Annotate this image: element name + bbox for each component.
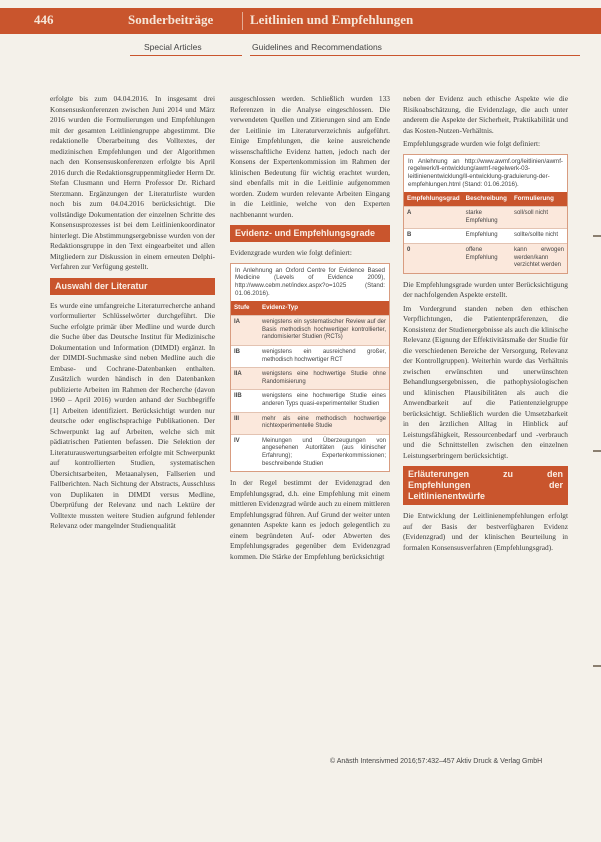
header-divider: [242, 12, 243, 30]
table-header: Stufe: [231, 301, 259, 316]
table-cell: wenigstens eine hochwertige Studie eines anderen Typs quasi-experimenteller Studien: [259, 390, 389, 412]
table-caption: In Anlehnung an http://www.awmf.org/leitlinien/awmf-regelwerk/ll-entwicklung/awmf-regelwerk-03-leitlinienentwicklung/ll-entwicklung-graduierung-der-empfehlungen.html (Stand: 01.06.2016).: [408, 157, 563, 188]
margin-mark: [593, 235, 601, 237]
table-cell: soll/soll nicht: [511, 207, 567, 229]
page-number: 446: [34, 12, 54, 27]
page-header: [0, 8, 601, 34]
subheader-left: Special Articles: [144, 42, 202, 52]
table-cell: IB: [231, 345, 259, 367]
table-row: [404, 229, 567, 244]
heading-literature: Auswahl der Literatur: [50, 278, 215, 295]
table-header: Evidenz-Typ: [259, 301, 389, 316]
text-column-2: [230, 94, 390, 565]
text-column-1: [50, 94, 215, 535]
table-row: [231, 412, 389, 434]
section-title-de-right: Leitlinien und Empfehlungen: [250, 12, 414, 27]
table-row: [404, 243, 567, 272]
table-header: Beschreibung: [463, 192, 511, 207]
paragraph: Empfehlungsgrade wurden wie folgt definiert:: [403, 139, 541, 148]
paragraph: Die Entwicklung der Leitlinienempfehlungen erfolgt auf der Basis der bestverfügbaren Evidenz (Evidenzgrad) und der klinischen Beurteilung in formalen Konsensusverfahren (Empfehlungsgrad).: [403, 511, 568, 552]
table-cell: starke Empfehlung: [463, 207, 511, 229]
table-caption: In Anlehnung an Oxford Centre for Evidence Based Medicine (Levels of Evidence 2009), http://www.cebm.net/index.aspx?o=1025 (Stand: 01.06.2016).: [235, 266, 385, 297]
margin-mark: [593, 665, 601, 667]
table-cell: IIA: [231, 368, 259, 390]
table-cell: IIB: [231, 390, 259, 412]
table-row: [231, 368, 389, 390]
table-cell: sollte/sollte nicht: [511, 229, 567, 244]
paragraph: Die Empfehlungsgrade wurden unter Berücksichtigung der nachfolgenden Aspekte erstellt.: [403, 279, 568, 300]
table-cell: wenigstens ein systematischer Review auf der Basis methodisch hochwertiger kontrollierter, randomisierter Studien (RCTs): [259, 316, 389, 346]
text-column-3: [403, 94, 568, 556]
table-row: [231, 345, 389, 367]
recommendation-table-box: [403, 154, 568, 274]
section-title-de: Sonderbeiträge: [128, 12, 214, 27]
table-cell: wenigstens eine hochwertige Studie ohne Randomisierung: [259, 368, 389, 390]
table-row: [231, 316, 389, 346]
table-row: [404, 207, 567, 229]
heading-evidence: Evidenz- und Empfehlungsgrade: [230, 225, 390, 242]
paragraph: neben der Evidenz auch ethische Aspekte wie die Risikoabschätzung, die Evidenzlage, die auch unter anderem die Aspekte der Sicherheit, Praktikabilität und das Kosten-Nutzen-Verhältnis.: [403, 94, 568, 135]
table-cell: Meinungen und Überzeugungen von angesehenen Autoritäten (aus klinischer Erfahrung); Expertenkommissionen; beschreibende Studien: [259, 434, 389, 471]
table-header: Formulierung: [511, 192, 567, 207]
table-row: [231, 390, 389, 412]
table-cell: B: [404, 229, 463, 244]
paragraph: erfolgte bis zum 04.04.2016. In insgesamt drei Konsensuskonferenzen zwischen Juni 2014 und März 2016 wurden die Formulierungen und Empfehlungen mit der gesamten Leitliniengruppe abgestimmt. Die redaktionelle Überarbeitung des Volltextes, der medizinischen Empfehlungen und der Algorithmen nach den Konsensuskonferenzen erfolgte bis April 2016 durch die Redaktionsgruppenmitglieder Herrn Dr. Stefan Clusmann und Herrn Professor Dr. Richard Sterzmann. Ergänzungen der Literaturliste wurden noch bis zum 04.04.2016 berücksichtigt. Die vollständige Dokumentation der einzelnen Schritte des Konsensusprozesses ist bei dem Leitlinienkoordinator hinterlegt. Die Abstimmungsergebnisse wurden von der Redaktionsgruppe in den Text eingearbeitet und allen Mitgliedern zur Diskussion in einem erneuten Delphi-Verfahren zur Verfügung gestellt.: [50, 94, 215, 271]
subheader-rule-left: [130, 55, 242, 56]
table-cell: Empfehlung: [463, 229, 511, 244]
table-row: [231, 434, 389, 471]
table-cell: offene Empfehlung: [463, 243, 511, 272]
table-cell: kann erwogen werden/kann verzichtet werden: [511, 243, 567, 272]
table-cell: wenigstens ein ausreichend großer, methodisch hochwertiger RCT: [259, 345, 389, 367]
paragraph: ausgeschlossen werden. Schließlich wurden 133 Referenzen in die Analyse eingeschlossen. Die verwendeten Quellen und Zitierungen sind am Ende der Leitlinie im Literaturverzeichnis aufgeführt. Einige Empfehlungen, die keine ausreichende wissenschaftliche Evidenz hatten, jedoch nach der Konsens der Expertenkommission im Rahmen der klinischen Bedeutung für wichtig erachtet wurden, sind ebenfalls mit in die Leitlinie aufgenommen worden. Zudem wurden relevante Arbeiten Eingang in die Leitlinie, welche von den Experten nachbenannt wurden.: [230, 94, 390, 219]
table-header: Empfehlungsgrad: [404, 192, 463, 207]
paragraph: Es wurde eine umfangreiche Literaturrecherche anhand vorformulierter Schlüsselwörter durchgeführt. Die Suche erfolgte primär über Medline und wurde durch die Suche über das Deutsche Institut für Medizinische Dokumentation und Information (DIMDI) ergänzt. In der DIMDI-Suchmaske sind neben Medline auch die Embase- und Cochrane-Datenbanken enthalten. Zusätzlich wurden händisch in den Datenbanken publizierte Arbeiten im Rahmen der Recherche (davon 1960 – April 2016) wurden anhand der Suchbegriffe [1] Arbeiten identifiziert. Berücksichtigt wurden nur deutsche oder englischsprachige Publikationen. Der Schwerpunkt lag auf Arbeiten, welche sich mit pädiatrischen Patienten befassen. Die Selektion der Literaturauswertungsarbeiten erfolgte mit Schwerpunkt auf kontrollierten Studien, systematischen Übersichtsarbeiten, Metaanalysen, Fallserien und Fallberichten. Nach Sichtung der Abstracts, Ausschluss von Duplikaten in DIMDI versus Medline, Überprüfung der Relevanz und nach Lektüre der Volltexte mussten weitere Studien aufgrund fehlender Relevanz oder mangelnder Studienqualität: [50, 300, 215, 530]
paragraph: Im Vordergrund standen neben den ethischen Verpflichtungen, die Patientenpräferenzen, die Konsistenz der Studienergebnisse als auch die klinische Relevanz (Eignung der Effektivitätsmaße der Studie für die verschiedenen Bereiche der Versorgung, Relevanz der Kontrollgruppen). Weiterhin wurde das Verhältnis zwischen erwünschten und unerwünschten Behandlungsergebnissen, die pathophysiologischen und klinischen Plausibilitäten als auch die Anwendbarkeit auf die Patientenzielgruppe berücksichtigt. Schließlich wurden die Umsetzbarkeit in den ärztlichen Alltag in Hinblick auf Leistungsfähigkeit, Ressourcenbedarf und -verbrauch und die Schnittstellen zwischen den einzelnen Leistungserbringern berücksichtigt.: [403, 303, 568, 460]
table-cell: A: [404, 207, 463, 229]
table-cell: IV: [231, 434, 259, 471]
table-cell: IA: [231, 316, 259, 346]
table-cell: mehr als eine methodisch hochwertige nichtexperimentelle Studie: [259, 412, 389, 434]
heading-explanations: Erläuterungen zu den Empfehlungen der Leitlinienentwürfe: [403, 466, 568, 505]
margin-mark: [593, 450, 601, 452]
paragraph: In der Regel bestimmt der Evidenzgrad den Empfehlungsgrad, d.h. eine Empfehlung mit einem mittleren Evidenzgrad würde auch zu einem mittleren Empfehlungsgrad führen. Auf Grund der weiter unten genannten Aspekte kann es jedoch gelegentlich zu einem begründeten Auf- oder Abwerten des Empfehlungsgrades gegenüber dem Evidenzgrad kommen. Die Stärke der Empfehlung berücksichtigt: [230, 478, 390, 561]
subheader-right: Guidelines and Recommendations: [252, 42, 382, 52]
paragraph: Evidenzgrade wurden wie folgt definiert:: [230, 248, 352, 257]
evidence-table: [231, 301, 389, 471]
table-cell: 0: [404, 243, 463, 272]
evidence-table-box: [230, 263, 390, 473]
recommendation-table: [404, 192, 567, 273]
table-cell: III: [231, 412, 259, 434]
subheader-rule-right: [250, 55, 580, 56]
footer-copyright: © Anästh Intensivmed 2016;57:432–457 Aktiv Druck & Verlag GmbH: [330, 758, 543, 765]
